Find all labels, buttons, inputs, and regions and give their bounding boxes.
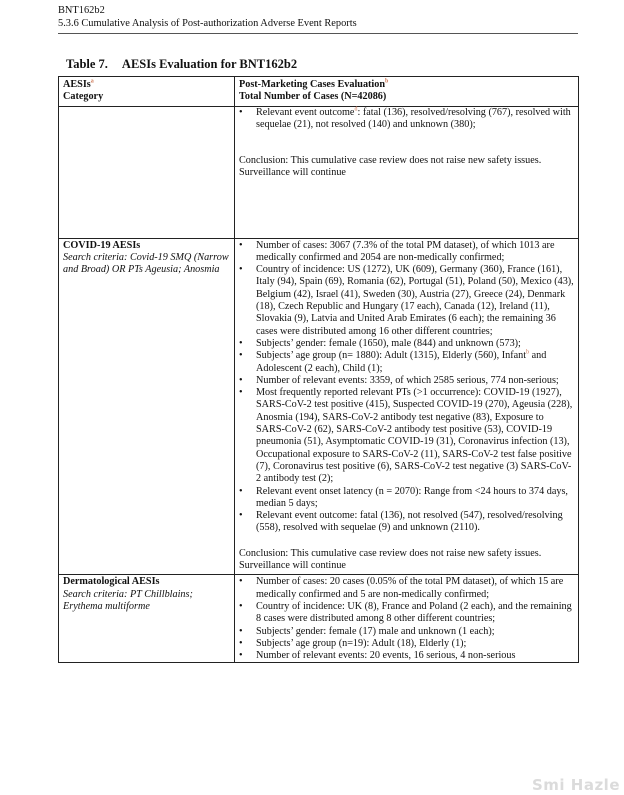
age-group-text-cont: and Adolescent (2 each), Child (1); [256, 350, 547, 374]
watermark: Smi Hazle [531, 776, 620, 794]
table-title: AESIs Evaluation for BNT162b2 [121, 57, 298, 71]
column-header-category [59, 77, 235, 107]
column-header-evaluation [235, 77, 579, 107]
list-item: • Subjects’ gender: female (17) male and unknown (1 each); [239, 626, 574, 638]
bullet-list [239, 107, 574, 132]
footnote-marker: d [354, 106, 358, 113]
list-item: • Number of relevant events: 20 events, 16 serious, 4 non-serious [239, 650, 574, 662]
search-criteria: Search criteria: Covid-19 SMQ (Narrow and Broad) OR PTs Ageusia; Anosmia [63, 251, 229, 276]
footnote-marker: b [385, 78, 389, 85]
footnote-marker: b [526, 349, 530, 356]
list-item: • Number of relevant events: 3359, of which 2585 serious, 774 non-serious; [239, 375, 574, 387]
table-row [59, 238, 579, 575]
table-label: Table 7. [66, 57, 108, 71]
search-criteria: Search criteria: PT Chillblains; Erythema multiforme [63, 588, 193, 612]
list-item: • Subjects’ age group (n=19): Adult (18), Elderly (1); [239, 638, 574, 650]
list-item [239, 107, 574, 132]
category-title: Dermatological AESIs [63, 576, 160, 588]
bullet-list [239, 240, 574, 535]
header-divider [58, 33, 578, 34]
list-item [239, 350, 574, 375]
list-item: • Subjects’ gender: female (1650), male (844) and unknown (573); [239, 338, 574, 350]
age-group-text: Subjects’ age group (n= 1880): Adult (1315), Elderly (560), Infant [256, 350, 527, 362]
header-aesis: AESIs [63, 79, 91, 90]
product-name: BNT162b2 [58, 5, 105, 16]
running-header [58, 5, 578, 30]
evaluation-cell [235, 238, 579, 575]
list-item: • Relevant event outcome: fatal (136), not resolved (547), resolved/resolving (558), resolved with sequelae (9) and unknown (2110). [239, 510, 574, 535]
outcome-label: Relevant event outcome [256, 106, 355, 118]
evaluation-cell [235, 575, 579, 663]
category-title: COVID-19 AESIs [63, 239, 141, 251]
category-cell [59, 106, 235, 238]
list-item: • Number of cases: 3067 (7.3% of the total PM dataset), of which 1013 are medically confirmed and 2054 are non-medically confirmed; [239, 240, 574, 265]
list-item: • Country of incidence: US (1272), UK (609), Germany (360), France (161), Italy (94), Spain (69), Romania (62), Portugal (51), Poland (50), Mexico (43), Belgium (42), Israel (41), Sweden (30), Austria (27), Greece (24), Denmark (18), Czech Republic and Hungary (17 each), Canada (12), Ireland (11), Slovakia (9), Latvia and United Arab Emirates (6 each); the remaining 36 cases were distributed among 16 other different countries; [239, 264, 574, 338]
list-item: • Relevant event onset latency (n = 2070): Range from <24 hours to 374 days, median 5 days; [239, 486, 574, 511]
bullet-list [239, 576, 574, 662]
category-cell [59, 575, 235, 663]
table-caption [66, 57, 297, 72]
header-category: Category [63, 91, 104, 103]
outcome-text: : fatal (136), resolved/resolving (767), resolved with sequelae (21), not resolved (140) and unknown (380); [256, 106, 571, 130]
conclusion-text: Conclusion: This cumulative case review does not raise new safety issues. Surveillance will continue [239, 155, 542, 179]
evaluation-cell [235, 106, 579, 238]
aesi-table [58, 76, 579, 663]
table-header-row [59, 77, 579, 107]
table-row [59, 106, 579, 238]
list-item: • Number of cases: 20 cases (0.05% of the total PM dataset), of which 15 are medically confirmed and 5 are non-medically confirmed; [239, 576, 574, 601]
list-item: • Country of incidence: UK (8), France and Poland (2 each), and the remaining 8 cases were distributed among 8 other different countries; [239, 601, 574, 626]
list-item: • Most frequently reported relevant PTs (>1 occurrence): COVID-19 (1927), SARS-CoV-2 test positive (415), Suspected COVID-19 (270), Ageusia (228), Anosmia (194), SARS-CoV-2 antibody test negative (83), Exposure to SARS-CoV-2 (62), SARS-CoV-2 antibody test positive (53), COVID-19 pneumonia (51), Asymptomatic COVID-19 (31), Coronavirus infection (13), Occupational exposure to SARS-CoV-2 (11), SARS-CoV-2 test false positive (7), Coronavirus test positive (6), SARS-CoV-2 test negative (3) SARS-CoV-2 antibody test (2); [239, 387, 574, 485]
table-row [59, 575, 579, 663]
header-total-cases: Total Number of Cases (N=42086) [239, 91, 387, 103]
section-title: 5.3.6 Cumulative Analysis of Post-authorization Adverse Event Reports [58, 17, 357, 29]
conclusion-text: Conclusion: This cumulative case review does not raise new safety issues. Surveillance will continue [239, 547, 542, 572]
category-cell [59, 238, 235, 575]
footnote-marker: a [90, 78, 94, 85]
header-evaluation: Post-Marketing Cases Evaluation [239, 79, 386, 90]
